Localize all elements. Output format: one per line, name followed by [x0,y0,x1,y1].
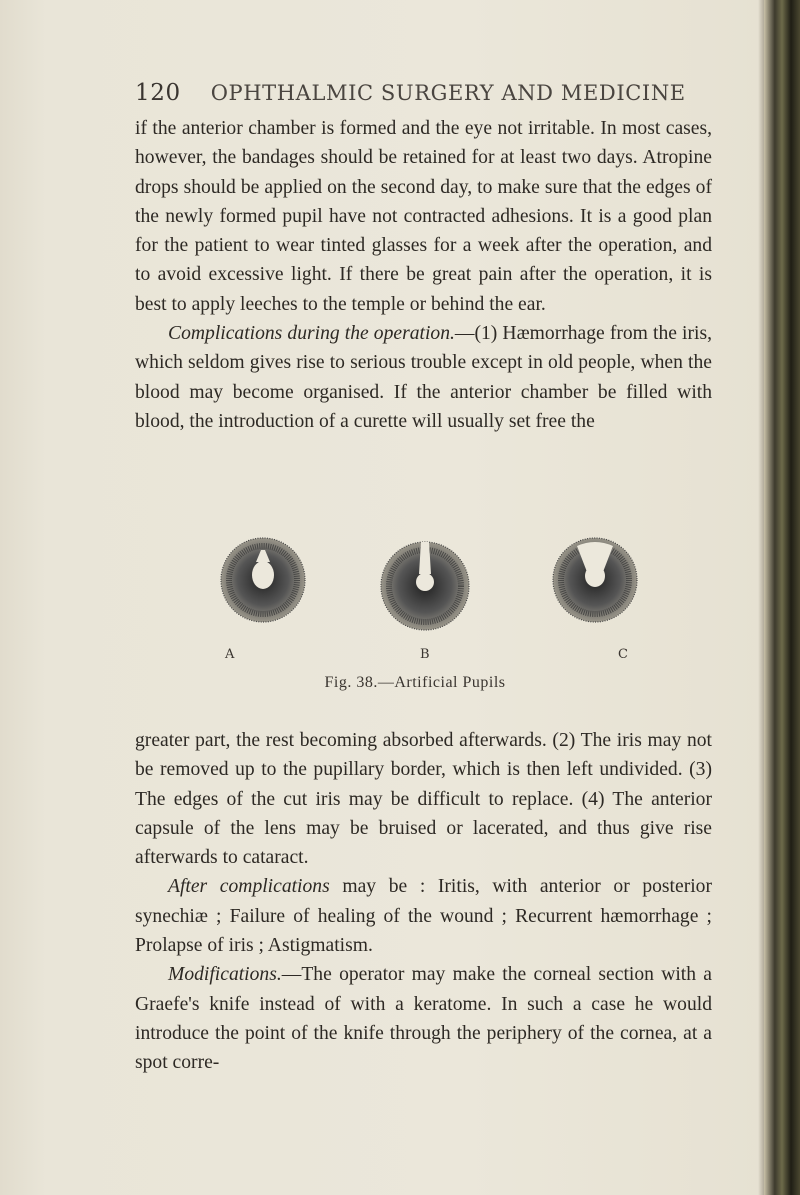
figure-38 [215,532,645,702]
iris-a-icon [221,538,305,622]
figure-caption: Fig. 38.—Artificial Pupils [324,674,506,691]
after-complications-body: may be : Iritis, with anterior or posterior synechiæ ; Failure of healing of the wound ; Recurrent hæmorrhage ; Prolapse of iris ; Astigmatism. [135,876,712,957]
text-block-bottom [135,726,712,1078]
book-binding [764,0,800,1195]
paragraph-modifications [135,960,712,1077]
modifications-body: —The operator may make the corneal section with a Graefe's knife instead of with a keratome. In such a case he would introduce the point of the knife through the periphery of the cornea, at a spot corre- [135,964,712,1074]
figure-label-c: C [618,647,628,662]
iris-c-icon [553,538,637,622]
figure-label-a: A [225,647,235,662]
iris-b-icon [381,542,469,630]
artificial-pupils-illustration [215,532,645,642]
page-number: 120 [135,80,181,106]
complications-body: —(1) Hæmorrhage from the iris, which seldom gives rise to serious trouble except in old people, when the blood may become organised. If the anterior chamber be filled with blood, the introduction of a curette will usually set free the [135,323,712,432]
paragraph-complications-continued: greater part, the rest becoming absorbed afterwards. (2) The iris may not be removed up to the pupillary border, which is then left undivided. (3) The edges of the cut iris may be difficult to replace. (4) The anterior capsule of the lens may be bruised or lacerated, and thus give rise afterwards to cataract. [135,730,712,869]
paragraph-after-complications [135,872,712,960]
running-header [135,80,715,110]
paragraph-complications-during [135,319,712,436]
complications-heading: Complications during the operation. [168,323,455,345]
text-block-top [135,114,712,436]
modifications-heading: Modifications. [168,964,282,986]
figure-label-b: B [420,647,430,662]
running-title: OPHTHALMIC SURGERY AND MEDICINE [210,81,686,105]
paragraph-post-operative-care: if the anterior chamber is formed and the eye not irritable. In most cases, however, the bandages should be retained for at least two days. Atropine drops should be applied on the second day, to make sure that the edges of the newly formed pupil have not contracted adhesions. It is a good plan for the patient to wear tinted glasses for a week after the operation, and to avoid excessive light. If there be great pain after the operation, it is best to apply leeches to the temple or behind the ear. [135,118,712,315]
after-complications-heading: After complications [168,876,330,898]
